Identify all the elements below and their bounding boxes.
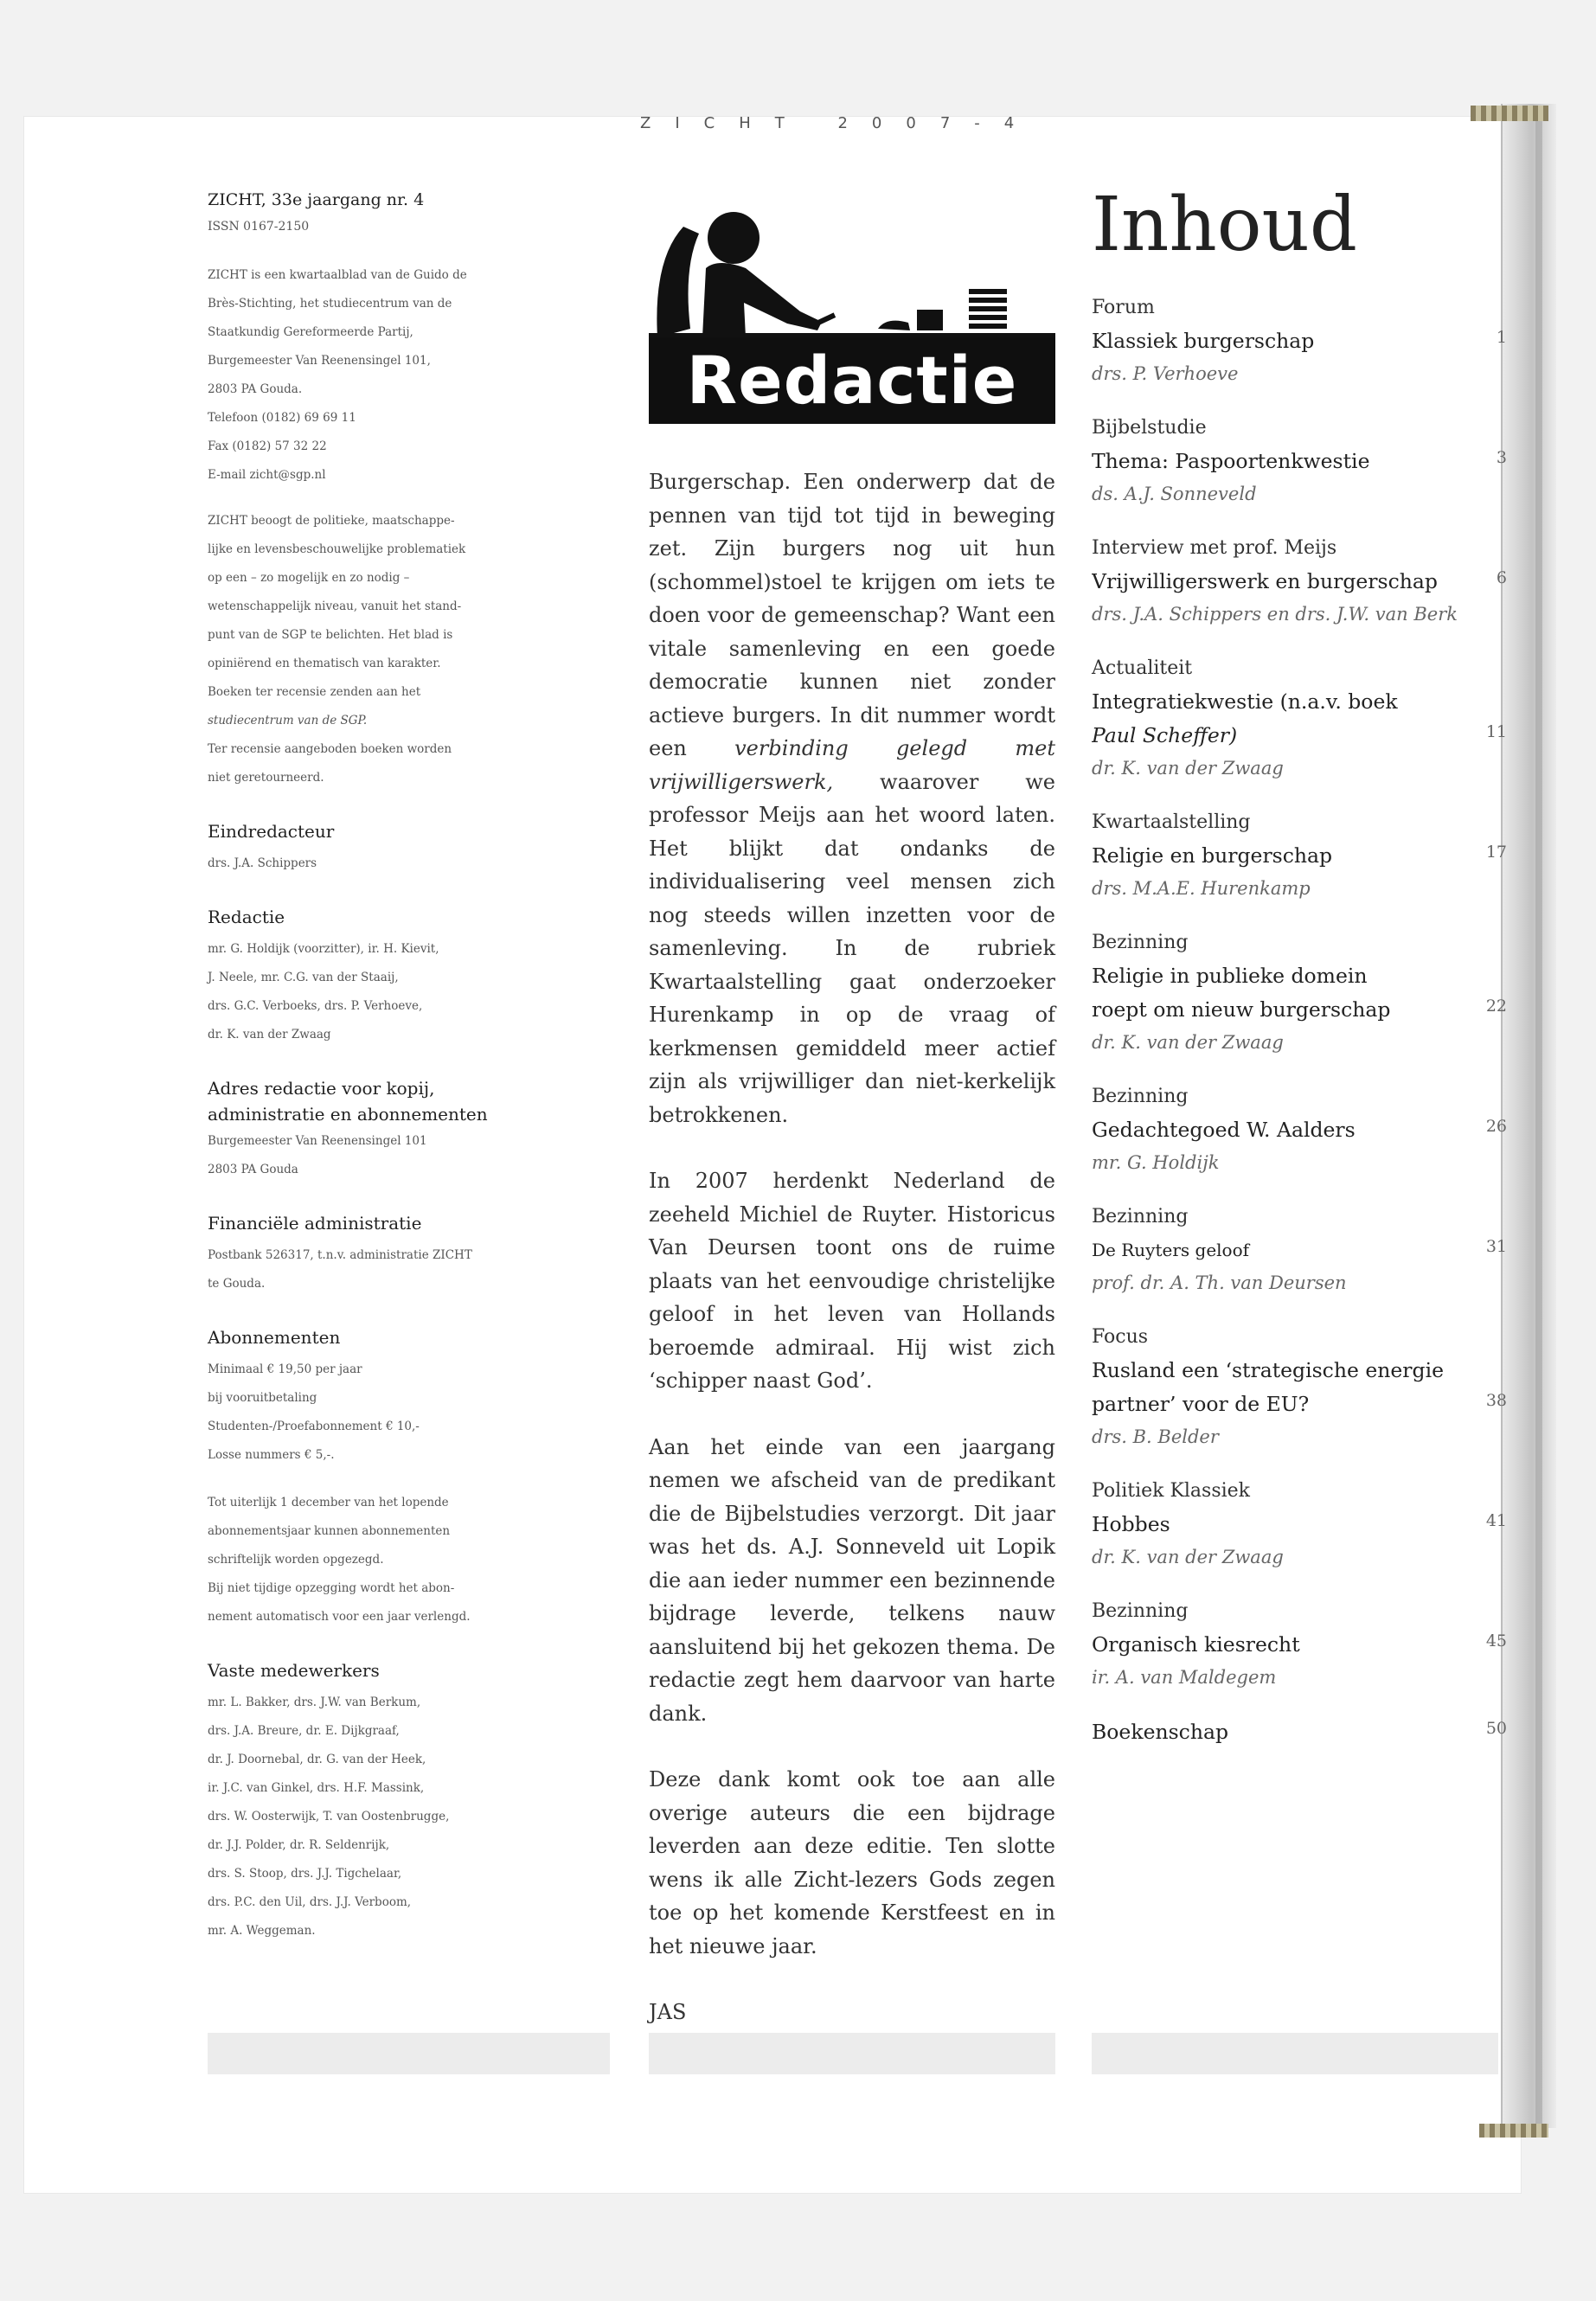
- text-line: ir. J.C. van Ginkel, drs. H.F. Massink,: [208, 1781, 425, 1795]
- toc-page-number: 6: [1496, 568, 1507, 587]
- footer-bar: [208, 2033, 610, 2074]
- toc-entry[interactable]: [1092, 532, 1507, 630]
- toc-entry[interactable]: [1092, 652, 1507, 784]
- text-line: Fax (0182) 57 32 22: [208, 439, 327, 453]
- table-of-contents: [1092, 177, 1507, 1772]
- toc-entry[interactable]: [1092, 926, 1507, 1058]
- text-line: te Gouda.: [208, 1277, 266, 1291]
- toc-author: drs. B. Belder: [1092, 1426, 1219, 1447]
- paragraph-emphasis: verbinding gelegd met vrijwilligerswerk,: [649, 736, 1055, 794]
- text-line: Boeken ter recensie zenden aan het: [208, 685, 421, 699]
- text-line: wetenschappelijk niveau, vanuit het stand-: [208, 599, 462, 613]
- abonnementen-lines: [208, 1356, 545, 1470]
- text-line: Tot uiterlijk 1 december van het lopende: [208, 1496, 449, 1509]
- editorial-paragraph: In 2007 herdenkt Nederland de zeeheld Michiel de Ruyter. Historicus Van Deursen toont ons de ruime plaats van het eenvoudige christelijke geloof in het leven van Hollands beroemde admiraal. Hij wist zich ‘schipper naast God’.: [649, 1169, 1055, 1393]
- toc-article-title: Religie in publieke domein: [1092, 964, 1368, 988]
- editorial-paragraph: Deze dank komt ook toe aan alle overige auteurs die een bijdrage leverden aan deze editie. Ten slotte wens ik alle Zicht-lezers Gods zegen toe op het komende Kerstfeest en in het nieuwe jaar.: [649, 1767, 1055, 1958]
- footer-bar: [649, 2033, 1055, 2074]
- text-line: drs. W. Oosterwijk, T. van Oostenbrugge,: [208, 1810, 450, 1823]
- adres-heading: [208, 1075, 545, 1127]
- toc-page-number: 45: [1485, 1631, 1507, 1650]
- toc-article-title: De Ruyters geloof: [1092, 1240, 1250, 1260]
- toc-entry[interactable]: [1092, 292, 1507, 389]
- toc-category: Focus: [1092, 1326, 1149, 1348]
- spine-edge: [1535, 111, 1542, 2126]
- toc-author: ds. A.J. Sonneveld: [1092, 484, 1257, 504]
- toc-page-number: 1: [1496, 328, 1507, 347]
- toc-author: dr. K. van der Zwaag: [1092, 1032, 1284, 1053]
- text-line: Burgemeester Van Reenensingel 101: [208, 1134, 427, 1148]
- text-line: op een – zo mogelijk en zo nodig –: [208, 571, 410, 585]
- colophon-column: [208, 189, 545, 1945]
- text-line: dr. J. Doornebal, dr. G. van der Heek,: [208, 1753, 426, 1766]
- toc-entry[interactable]: [1092, 412, 1507, 510]
- text-line: abonnementsjaar kunnen abonnementen: [208, 1524, 451, 1538]
- toc-entry[interactable]: [1092, 1201, 1507, 1298]
- toc-author: mr. G. Holdijk: [1092, 1152, 1220, 1173]
- aim-block: [208, 507, 545, 792]
- text-line: punt van de SGP te belichten. Het blad is: [208, 628, 453, 642]
- toc-category: Bezinning: [1092, 1206, 1189, 1227]
- text-line: E-mail zicht@sgp.nl: [208, 468, 326, 482]
- toc-category: Forum: [1092, 297, 1155, 318]
- toc-page-number: 41: [1485, 1511, 1507, 1530]
- issue-title: ZICHT, 33e jaargang nr. 4: [208, 190, 425, 209]
- toc-author: drs. J.A. Schippers en drs. J.W. van Berk: [1092, 604, 1458, 625]
- abonnementen-heading: Abonnementen: [208, 1327, 341, 1348]
- binding-spine: [1501, 104, 1556, 2128]
- toc-category: Actualiteit: [1092, 657, 1193, 679]
- editorial-body: [649, 465, 1055, 2029]
- toc-article-title: Boekenschap: [1092, 1720, 1229, 1744]
- redactie-logo: [649, 208, 1055, 433]
- financiele-lines: [208, 1241, 545, 1298]
- text-line: Telefoon (0182) 69 69 11: [208, 411, 356, 425]
- binding-thread-bottom: [1479, 2124, 1548, 2138]
- toc-category: Bijbelstudie: [1092, 417, 1207, 439]
- toc-article-title: Thema: Paspoortenkwestie: [1092, 449, 1370, 473]
- toc-article-title: roept om nieuw burgerschap: [1092, 997, 1391, 1022]
- editorial-paragraph: Aan het einde van een jaargang nemen we afscheid van de predikant die de Bijbelstudies verzorgt. Dit jaar was het ds. A.J. Sonneveld uit Lopik die aan ieder nummer een bezinnende bijdrage leverde, telkens nauw aansluitend bij het gekozen thema. De redactie zegt hem daarvoor van harte dank.: [649, 1434, 1055, 1726]
- signature: JAS: [649, 2000, 687, 2024]
- text-line: mr. L. Bakker, drs. J.W. van Berkum,: [208, 1695, 421, 1709]
- toc-entry[interactable]: [1092, 1080, 1507, 1178]
- text-line: drs. S. Stoop, drs. J.J. Tigchelaar,: [208, 1867, 402, 1881]
- toc-article-title: Gedachtegoed W. Aalders: [1092, 1118, 1356, 1142]
- text-line: Postbank 526317, t.n.v. administratie ZICHT: [208, 1248, 472, 1262]
- vaste-medewerkers-list: [208, 1689, 545, 1945]
- toc-title: Inhoud: [1092, 182, 1357, 268]
- toc-entry[interactable]: [1092, 1321, 1507, 1452]
- text-line: Burgemeester Van Reenensingel 101,: [208, 354, 431, 368]
- person-at-desk-icon: [649, 208, 1055, 346]
- editorial-paragraph: [649, 465, 1055, 1131]
- adres-lines: [208, 1127, 545, 1184]
- toc-page-number: 31: [1485, 1237, 1507, 1256]
- toc-category: Bezinning: [1092, 932, 1189, 953]
- redactie-list: [208, 935, 545, 1049]
- toc-entry[interactable]: [1092, 1475, 1507, 1573]
- text-line: mr. G. Holdijk (voorzitter), ir. H. Kievit,: [208, 942, 439, 956]
- issn: ISSN 0167-2150: [208, 220, 310, 234]
- financiele-heading: Financiële administratie: [208, 1213, 422, 1234]
- text-line: nement automatisch voor een jaar verlengd.: [208, 1610, 471, 1624]
- toc-page-number: 26: [1485, 1117, 1507, 1136]
- opzegging-lines: [208, 1489, 545, 1631]
- toc-entry[interactable]: [1092, 1715, 1507, 1749]
- text-line: ZICHT is een kwartaalblad van de Guido de: [208, 268, 467, 282]
- toc-article-title: Organisch kiesrecht: [1092, 1632, 1300, 1657]
- toc-author: dr. K. van der Zwaag: [1092, 758, 1284, 779]
- toc-category: Kwartaalstelling: [1092, 811, 1251, 833]
- toc-article-title: Religie en burgerschap: [1092, 843, 1333, 868]
- toc-page-number: 38: [1485, 1391, 1507, 1410]
- text-line: ZICHT beoogt de politieke, maatschappe-: [208, 514, 455, 528]
- text-line: bij vooruitbetaling: [208, 1391, 317, 1405]
- text-line: studiecentrum van de SGP.: [208, 714, 368, 727]
- toc-list: [1092, 292, 1507, 1749]
- text-line: J. Neele, mr. C.G. van der Staaij,: [208, 971, 399, 984]
- paragraph-text: waarover we professor Meijs aan het woord laten. Het blijkt dat ondanks de individualisering veel mensen zich nog steeds willen inzetten voor de samenleving. In de rubriek Kwartaalstelling gaat onderzoeker Hurenkamp in op de vraag of kerkmensen gemiddeld meer actief zijn als vrijwilliger dan niet-kerkelijk betrokkenen.: [649, 769, 1055, 1127]
- paragraph-text: Burgerschap. Een onderwerp dat de pennen van tijd tot tijd in beweging zet. Zijn burgers nog uit hun (schommel)stoel te krijgen om iets te doen voor de gemeenschap? Want een vitale samenleving en een goede democratie kunnen niet zonder actieve burgers. In dit nummer wordt een: [649, 470, 1055, 760]
- text-line: drs. P.C. den Uil, drs. J.J. Verboom,: [208, 1895, 412, 1909]
- toc-category: Bezinning: [1092, 1086, 1189, 1107]
- text-line: Staatkundig Gereformeerde Partij,: [208, 325, 413, 339]
- toc-category: Bezinning: [1092, 1600, 1189, 1622]
- adres-heading-line: Adres redactie voor kopij,: [208, 1078, 435, 1099]
- toc-author: dr. K. van der Zwaag: [1092, 1547, 1284, 1567]
- toc-category: Politiek Klassiek: [1092, 1480, 1251, 1502]
- toc-page-number: 3: [1496, 448, 1507, 467]
- text-line: schriftelijk worden opgezegd.: [208, 1553, 384, 1567]
- text-line: 2803 PA Gouda: [208, 1163, 298, 1176]
- text-line: niet geretourneerd.: [208, 771, 324, 785]
- toc-author: ir. A. van Maldegem: [1092, 1667, 1277, 1688]
- footer-bar: [1092, 2033, 1498, 2074]
- redactie-logo-text: Redactie: [649, 337, 1055, 424]
- eindredacteur-name: drs. J.A. Schippers: [208, 856, 317, 870]
- adres-heading-line: administratie en abonnementen: [208, 1104, 488, 1125]
- toc-page-number: 50: [1485, 1719, 1507, 1738]
- redactie-heading: Redactie: [208, 907, 285, 927]
- text-line: Ter recensie aangeboden boeken worden: [208, 742, 452, 756]
- vaste-medewerkers-heading: Vaste medewerkers: [208, 1660, 380, 1681]
- text-line: dr. J.J. Polder, dr. R. Seldenrijk,: [208, 1838, 390, 1852]
- binding-thread-top: [1471, 106, 1548, 121]
- text-line: drs. J.A. Breure, dr. E. Dijkgraaf,: [208, 1724, 400, 1738]
- text-line: Bij niet tijdige opzegging wordt het abon-: [208, 1581, 455, 1595]
- text-line: Brès-Stichting, het studiecentrum van de: [208, 297, 452, 311]
- toc-article-title: Paul Scheffer): [1092, 723, 1238, 747]
- editorial-header: [649, 208, 1055, 433]
- toc-article-title: Vrijwilligerswerk en burgerschap: [1092, 569, 1438, 593]
- text-line: 2803 PA Gouda.: [208, 382, 303, 396]
- text-line: drs. G.C. Verboeks, drs. P. Verhoeve,: [208, 999, 423, 1013]
- toc-article-title: Integratiekwestie (n.a.v. boek: [1092, 689, 1398, 714]
- toc-entry[interactable]: [1092, 1595, 1507, 1693]
- toc-entry[interactable]: [1092, 806, 1507, 904]
- text-line: opiniërend en thematisch van karakter.: [208, 657, 441, 670]
- running-header: ZICHT 2007-4: [640, 114, 1039, 132]
- toc-article-title: Hobbes: [1092, 1512, 1170, 1536]
- text-line: Studenten-/Proefabonnement € 10,-: [208, 1420, 420, 1433]
- text-line: lijke en levensbeschouwelijke problematiek: [208, 542, 466, 556]
- toc-author: drs. M.A.E. Hurenkamp: [1092, 878, 1311, 899]
- about-block: [208, 261, 545, 490]
- toc-page-number: 22: [1485, 997, 1507, 1016]
- toc-article-title: Klassiek burgerschap: [1092, 329, 1315, 353]
- text-line: Losse nummers € 5,-.: [208, 1448, 335, 1462]
- text-line: Minimaal € 19,50 per jaar: [208, 1362, 362, 1376]
- toc-page-number: 11: [1485, 722, 1507, 741]
- toc-page-number: 17: [1485, 843, 1507, 862]
- text-line: dr. K. van der Zwaag: [208, 1028, 331, 1042]
- eindredacteur-heading: Eindredacteur: [208, 821, 335, 842]
- toc-article-title: partner’ voor de EU?: [1092, 1392, 1310, 1416]
- toc-article-title: Rusland een ‘strategische energie: [1092, 1358, 1444, 1382]
- toc-author: prof. dr. A. Th. van Deursen: [1092, 1272, 1347, 1293]
- toc-author: drs. P. Verhoeve: [1092, 363, 1239, 384]
- toc-category: Interview met prof. Meijs: [1092, 537, 1337, 559]
- text-line: mr. A. Weggeman.: [208, 1924, 316, 1938]
